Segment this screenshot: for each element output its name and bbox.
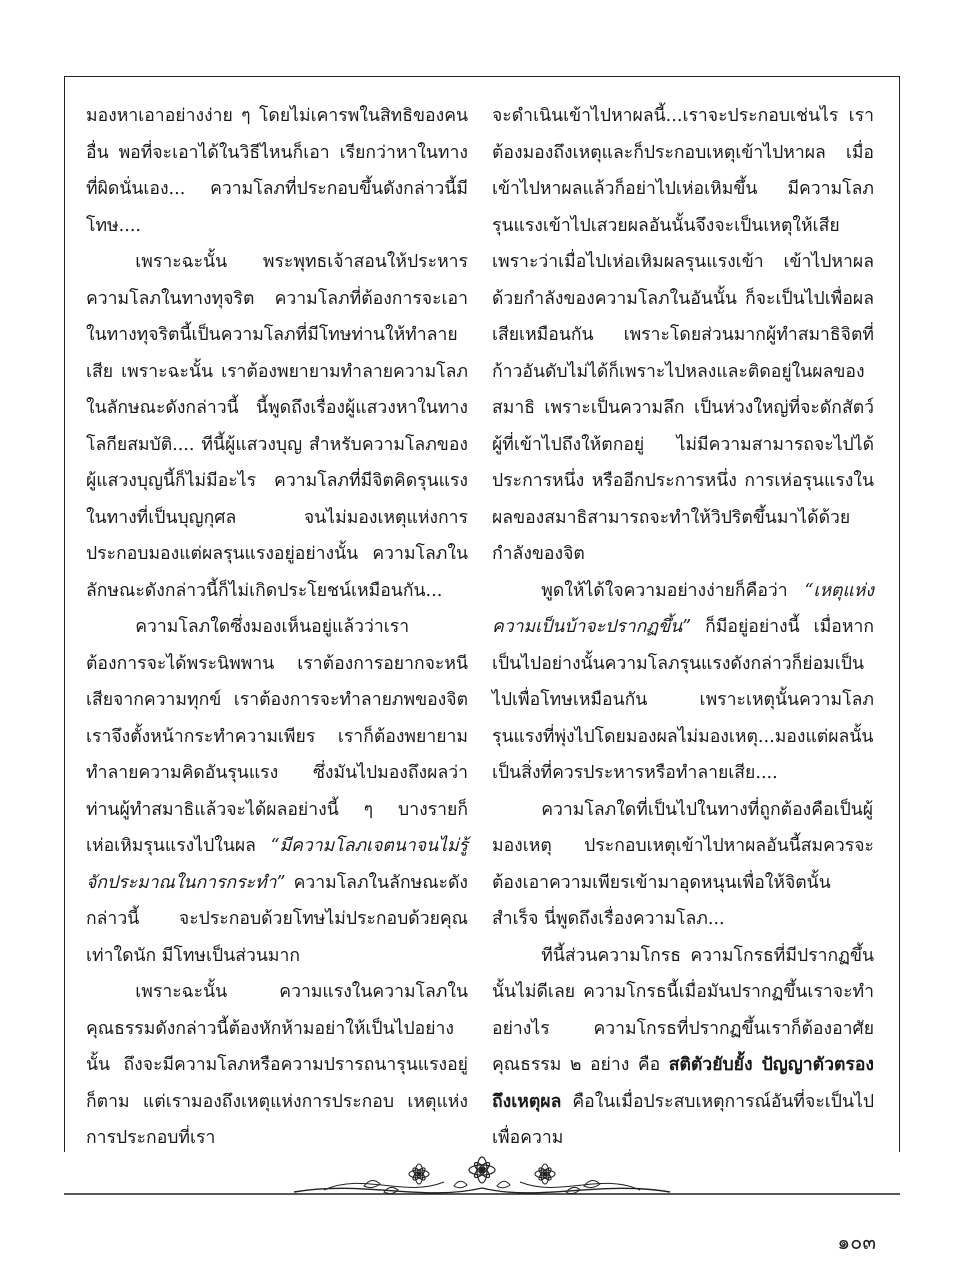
right-paragraph-3: ความโลภใดที่เป็นไปในทางที่ถูกต้องคือเป็นผู้มองเหตุ ประกอบเหตุเข้าไปหาผลอันนี้สมควรจะต้องเอาความเพียรเข้ามาอุดหนุนเพื่อให้จิตนั้นสำเร็จ นี่พูดถึงเรื่องความโลภ... — [492, 799, 874, 929]
right-paragraph-2 — [492, 573, 874, 792]
left-paragraph-3 — [86, 609, 468, 974]
right-paragraph-1: จะดำเนินเข้าไปหาผลนี้...เราจะประกอบเช่นไร เราต้องมองถึงเหตุและก็ประกอบเหตุเข้าไปหาผล เมื่อเข้าไปหาผลแล้วก็อย่าไปเห่อเหิมขึ้น มีความโลภรุนแรงเข้าไปเสวยผลอันนั้นจึงจะเป็นเหตุให้เสีย เพราะว่าเมื่อไปเห่อเหิมผลรุนแรงเข้า เข้าไปหาผลด้วยกำลังของความโลภในอันนั้น ก็จะเป็นไปเพื่อผลเสียเหมือนกัน เพราะโดยส่วนมากผู้ทำสมาธิจิตที่ก้าวอันดับไม่ได้ก็เพราะไปหลงและติดอยู่ในผลของสมาธิ เพราะเป็นความลึก เป็นห่วงใหญ่ที่จะดักสัตว์ผู้ที่เข้าไปถึงให้ตกอยู่ ไม่มีความสามารถจะไปได้ประการหนึ่ง หรืออีกประการหนึ่ง การเห่อรุนแรงในผลของสมาธิสามารถจะทำให้วิปริตขึ้นมาได้ด้วยกำลังของจิต — [492, 106, 874, 564]
right-paragraph-2-text: พูดให้ได้ใจความอย่างง่ายก็คือว่า — [541, 580, 788, 601]
page-number: ๑๐๓ — [837, 1230, 876, 1254]
right-paragraph-4 — [492, 938, 874, 1157]
left-paragraph-4: เพราะฉะนั้น ความแรงในความโลภในคุณธรรมดังกล่าวนี้ต้องหักห้ามอย่าให้เป็นไปอย่างนั้น ถึงจะมีความโลภหรือความปรารถนารุนแรงอยู่ก็ตาม แต่เรามองถึงเหตุแห่งการประกอบ เหตุแห่งการประกอบที่เรา — [86, 982, 468, 1148]
left-paragraph-3-quote: “มีความโลภเจตนาจนไม่รู้จักประมาณในการกระทำ” — [86, 836, 468, 893]
left-text-column — [86, 98, 468, 1157]
right-paragraph-4-text: ทีนี้ส่วนความโกรธ ความโกรธที่มีปรากฏขึ้นนั้นไม่ดีเลย ความโกรธนี้เมื่อมันปรากฏขึ้นเราจะทำอย่างไร ความโกรธที่ปรากฏขึ้นเราก็ต้องอาศัยคุณธรรม ๒ อย่าง คือ — [492, 945, 874, 1075]
right-paragraph-2-text-cont: ก็มีอยู่อย่างนี้ เมื่อหากเป็นไปอย่างนั้นความโลภรุนแรงดังกล่าวก็ย่อมเป็นไปเพื่อโทษเหมือนกัน เพราะเหตุนั้นความโลภรุนแรงที่พุ่งไปโดยมองผลไม่มองเหตุ...มองแต่ผลนั้นเป็นสิ่งที่ควรประหารหรือทำลายเสีย.... — [492, 617, 874, 783]
left-paragraph-1: มองหาเอาอย่างง่าย ๆ โดยไม่เคารพในสิทธิของคนอื่น พอที่จะเอาได้ในวิธีไหนก็เอา เรียกว่าหาในทางที่ผิดนั่นเอง... ความโลภที่ประกอบขึ้นดังกล่าวนี้มีโทษ.... — [86, 106, 468, 236]
floral-ornament-divider — [64, 1152, 900, 1212]
left-paragraph-3-text-cont: ความโลภในลักษณะดังกล่าวนี้ จะประกอบด้วยโทษไม่ประกอบด้วยคุณเท่าใดนัก มีโทษเป็นส่วนมาก — [86, 872, 468, 966]
right-text-column — [492, 98, 874, 1157]
left-paragraph-2: เพราะฉะนั้น พระพุทธเจ้าสอนให้ประหารความโลภในทางทุจริต ความโลภที่ต้องการจะเอาในทางทุจริตนี้เป็นความโลภที่มีโทษท่านให้ทำลายเสีย เพราะฉะนั้น เราต้องพยายามทำลายความโลภในลักษณะดังกล่าวนี้ นี้พูดถึงเรื่องผู้แสวงหาในทางโลกียสมบัติ.... ทีนี้ผู้แสวงบุญ สำหรับความโลภของผู้แสวงบุญนี้ก็ไม่มีอะไร ความโลภที่มีจิตคิดรุนแรงในทางที่เป็นบุญกุศล จนไม่มองเหตุแห่งการประกอบมองแต่ผลรุนแรงอยู่อย่างนั้น ความโลภในลักษณะดังกล่าวนี้ก็ไม่เกิดประโยชน์เหมือนกัน... — [86, 252, 468, 601]
ornament-backdrop — [64, 1152, 900, 1212]
right-paragraph-4-bold: สติตัวยับยั้ง ปัญญาตัวตรองถึงเหตุผล — [492, 1054, 874, 1112]
right-paragraph-4-text-cont: คือในเมื่อประสบเหตุการณ์อันที่จะเป็นไปเพื่อความ — [492, 1091, 874, 1148]
right-paragraph-2-quote: “เหตุแห่งความเป็นบ้าจะปรากฏขึ้น” — [492, 580, 874, 637]
left-paragraph-3-text: ความโลภใดซึ่งมองเห็นอยู่แล้วว่าเราต้องการจะได้พระนิพพาน เราต้องการอยากจะหนีเสียจากความทุกข์ เราต้องการจะทำลายภพของจิต เราจึงตั้งหน้ากระทำความเพียร เราก็ต้องพยายามทำลายความคิดอันรุนแรง ซึ่งมันไปมองถึงผลว่า ท่านผู้ทำสมาธิแล้วจะได้ผลอย่างนี้ ๆ บางรายก็เห่อเหิมรุนแรงไปในผล — [86, 617, 468, 856]
